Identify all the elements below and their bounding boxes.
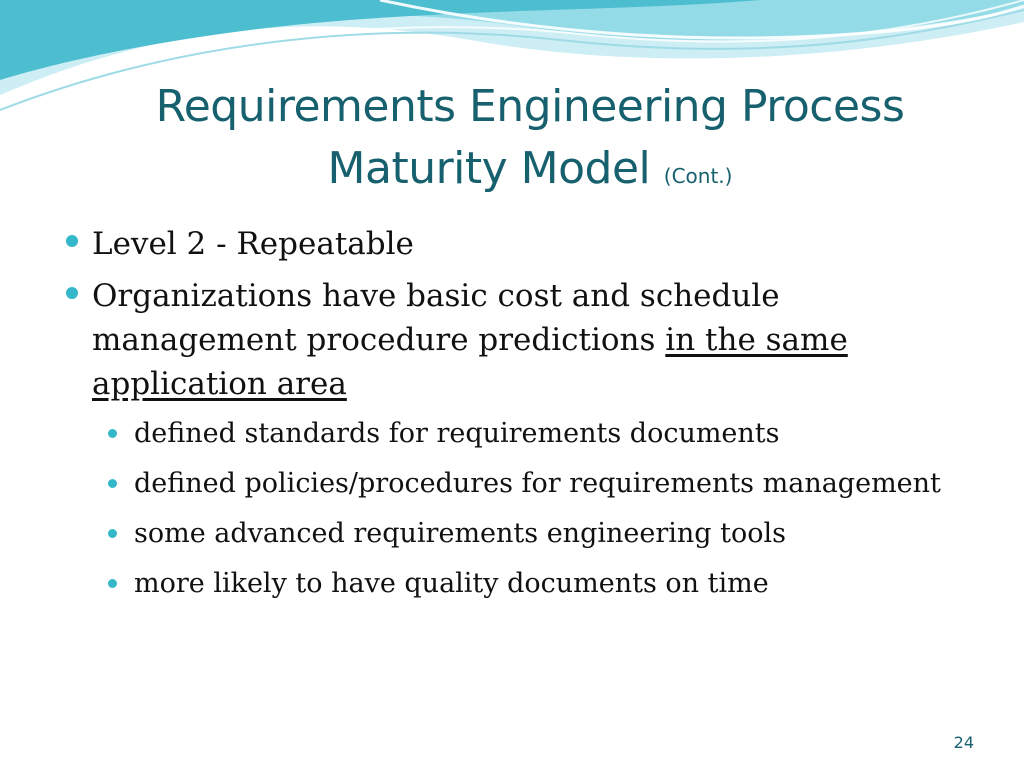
slide-title — [40, 76, 1020, 207]
sub-bullet-text: more likely to have quality documents on time — [134, 568, 769, 599]
bullet-item-organizations — [62, 274, 962, 406]
title-suffix: (Cont.) — [663, 164, 733, 188]
title-line-2-text: Maturity Model — [327, 143, 651, 194]
bullet-dot-icon — [66, 287, 78, 299]
bullet-underlined-text: in the same application area — [92, 322, 848, 402]
sub-bullet-dot-icon — [108, 579, 117, 588]
page-number: 24 — [953, 733, 974, 752]
bullet-text: Level 2 - Repeatable — [92, 226, 414, 262]
sub-bullet-text: defined policies/procedures for requirements management — [134, 468, 941, 499]
sub-bullet-dot-icon — [108, 429, 117, 438]
sub-bullet-list — [104, 414, 962, 604]
bullet-dot-icon — [66, 235, 78, 247]
bullet-list — [62, 222, 962, 406]
sub-bullet-item — [104, 464, 962, 504]
bullet-item-level — [62, 222, 962, 266]
sub-bullet-dot-icon — [108, 529, 117, 538]
sub-bullet-dot-icon — [108, 479, 117, 488]
sub-bullet-item — [104, 564, 962, 604]
sub-bullet-item — [104, 514, 962, 554]
title-line-2 — [40, 138, 1020, 207]
bullet-text: Organizations have basic cost and schedule management procedure predictions — [92, 278, 780, 358]
sub-bullet-text: defined standards for requirements documents — [134, 418, 780, 449]
title-line-1: Requirements Engineering Process — [155, 81, 905, 132]
sub-bullet-text: some advanced requirements engineering tools — [134, 518, 786, 549]
sub-bullet-item — [104, 414, 962, 454]
slide-content — [62, 222, 962, 614]
